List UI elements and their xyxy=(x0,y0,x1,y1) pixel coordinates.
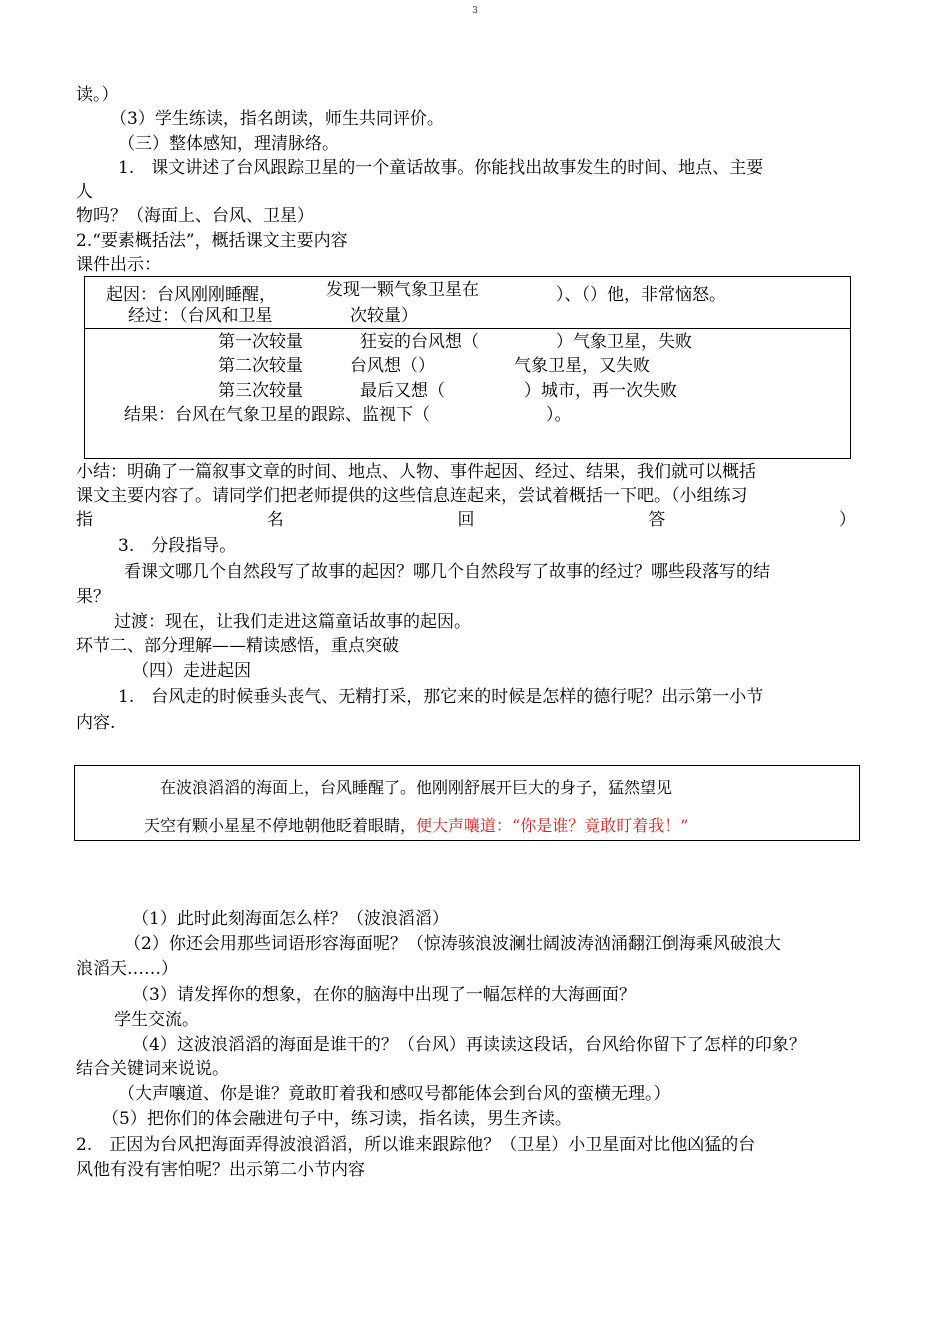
question-line: 浪滔天……） xyxy=(76,959,178,979)
question-line: （1）此时此刻海面怎么样？（波浪滔滔） xyxy=(132,909,449,929)
quote-highlight: 便大声嚷道：“你是谁？竟敢盯着我！” xyxy=(416,816,689,835)
text-line: 学生交流。 xyxy=(114,1010,199,1030)
text-line: 物吗？（海面上、台风、卫星） xyxy=(76,206,314,226)
round-2-text: 台风想（） xyxy=(350,356,435,376)
summary-char: ） xyxy=(839,510,856,530)
round-1-label: 第一次较量 xyxy=(218,332,303,352)
text-line: （大声嚷道、你是谁？竟敢盯着我和感叹号都能体会到台风的蛮横无理。） xyxy=(118,1084,671,1104)
text-line: 果？ xyxy=(76,587,110,607)
quote-line xyxy=(144,815,688,837)
summary-char: 答 xyxy=(648,510,666,530)
text-line: 过渡：现在，让我们走进这篇童话故事的起因。 xyxy=(114,612,471,632)
text-line: 读。） xyxy=(76,85,119,105)
table-cause-text: 发现一颗气象卫星在 xyxy=(326,280,479,300)
section-heading: （四）走进起因 xyxy=(132,661,251,681)
summary-char: 回 xyxy=(457,510,475,530)
summary-char: 名 xyxy=(266,510,284,530)
round-2-label: 第二次较量 xyxy=(218,356,303,376)
summary-line-justified xyxy=(76,509,856,531)
quote-line: 在波浪滔滔的海面上，台风睡醒了。他刚刚舒展开巨大的身子，猛然望见 xyxy=(160,778,673,797)
table-cause-label: 起因：台风刚刚睡醒， xyxy=(106,285,276,305)
text-line: （3）学生练读，指名朗读，师生共同评价。 xyxy=(110,109,444,129)
text-line: 3. 分段指导。 xyxy=(118,536,237,556)
question-line: （5）把你们的体会融进句子中，练习读，指名读，男生齐读。 xyxy=(102,1109,572,1129)
text-line: 课件出示： xyxy=(76,255,161,275)
text-line: 内容. xyxy=(76,713,116,733)
table-process-text: 次较量） xyxy=(350,306,418,326)
text-line: 2. 正因为台风把海面弄得波浪滔滔，所以谁来跟踪他？（卫星）小卫星面对比他凶猛的台 xyxy=(76,1135,756,1155)
round-3-text: 最后又想（ xyxy=(360,381,445,401)
round-3-text: ）城市，再一次失败 xyxy=(524,381,677,401)
round-2-text: 气象卫星，又失败 xyxy=(514,356,650,376)
section-heading: 环节二、部分理解——精读感悟，重点突破 xyxy=(76,636,399,656)
question-line: （2）你还会用那些词语形容海面呢？（惊涛骇浪波澜壮阔波涛汹涌翻江倒海乘风破浪大 xyxy=(124,934,781,954)
table-result-text: ）。 xyxy=(546,405,572,425)
table-result-label: 结果：台风在气象卫星的跟踪、监视下（ xyxy=(124,405,430,425)
table-divider xyxy=(84,328,850,329)
text-line: 风他有没有害怕呢？出示第二小节内容 xyxy=(76,1160,365,1180)
summary-line: 课文主要内容了。请同学们把老师提供的这些信息连起来，尝试着概括一下吧。（小组练习 xyxy=(76,486,748,506)
summary-char: 指 xyxy=(76,510,93,530)
question-line: 结合关键词来说说。 xyxy=(76,1059,229,1079)
table-process-label: 经过：（台风和卫星 xyxy=(128,306,273,326)
round-1-text: ）气象卫星，失败 xyxy=(556,332,692,352)
quote-text: 天空有颗小星星不停地朝他眨着眼睛， xyxy=(144,816,417,835)
text-line: 1. 课文讲述了台风跟踪卫星的一个童话故事。你能找出故事发生的时间、地点、主要 xyxy=(118,158,764,178)
section-heading: （三）整体感知，理清脉络。 xyxy=(118,134,339,154)
round-1-text: 狂妄的台风想（ xyxy=(360,332,479,352)
question-line: （4）这波浪滔滔的海面是谁干的？（台风）再读读这段话，台风给你留下了怎样的印象？ xyxy=(132,1035,806,1055)
text-line: 1. 台风走的时候垂头丧气、无精打采，那它来的时候是怎样的德行呢？出示第一小节 xyxy=(118,687,764,707)
summary-line: 小结：明确了一篇叙事文章的时间、地点、人物、事件起因、经过、结果，我们就可以概括 xyxy=(76,462,756,482)
page-number: 3 xyxy=(472,6,478,16)
text-line: 2.“要素概括法”，概括课文主要内容 xyxy=(76,231,348,251)
question-line: （3）请发挥你的想象，在你的脑海中出现了一幅怎样的大海画面？ xyxy=(132,985,636,1005)
table-cause-text: ）、（）他，非常恼怒。 xyxy=(556,285,726,305)
text-line: 人 xyxy=(76,182,93,202)
text-line: 看课文哪几个自然段写了故事的起因？哪几个自然段写了故事的经过？哪些段落写的结 xyxy=(124,562,770,582)
round-3-label: 第三次较量 xyxy=(218,381,303,401)
